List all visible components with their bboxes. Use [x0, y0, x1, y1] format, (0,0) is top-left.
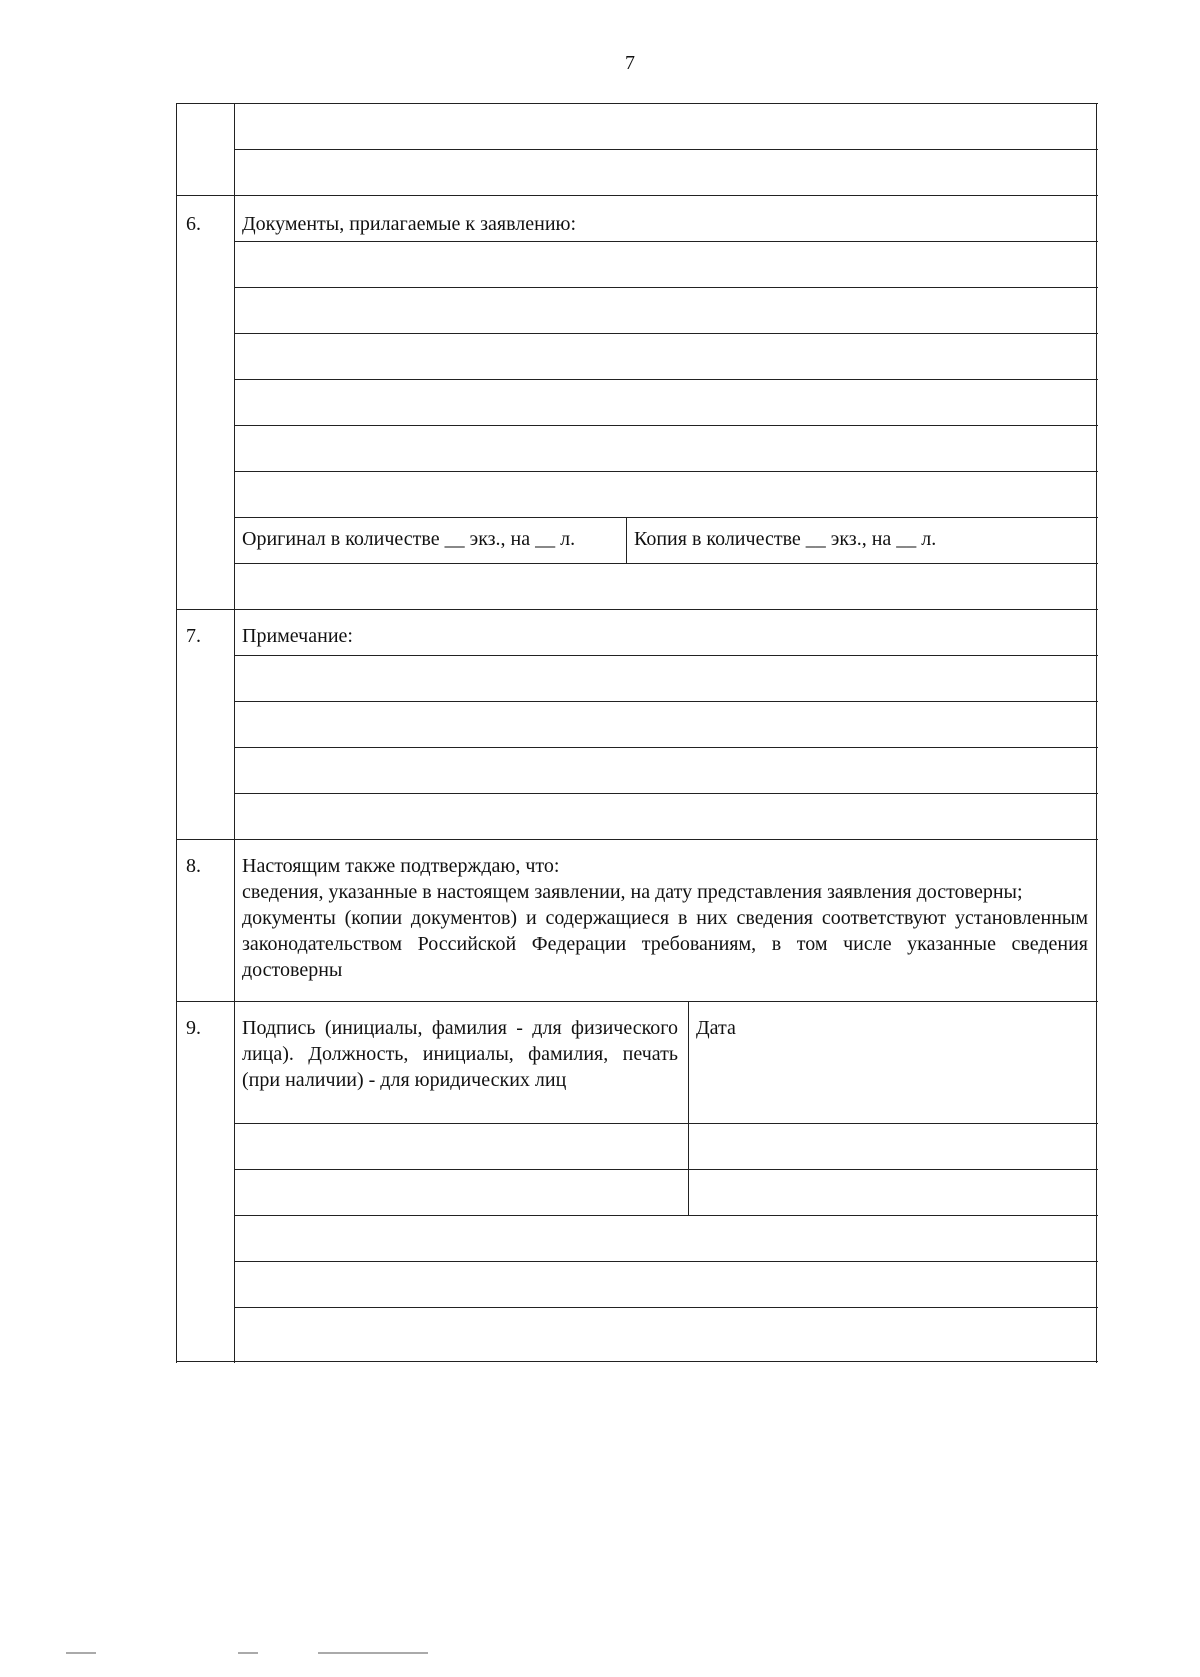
table-border-right: [1096, 103, 1097, 1363]
row-divider: [234, 241, 1098, 242]
row-divider: [234, 379, 1098, 380]
scan-artifact: [66, 1652, 96, 1654]
row-divider: [234, 471, 1098, 472]
section-8-number: 8.: [186, 855, 201, 877]
signature-date-divider: [688, 1001, 689, 1215]
row-divider: [234, 1261, 1098, 1262]
section-7-title: Примечание:: [242, 625, 353, 647]
table-top-border: [176, 103, 1098, 104]
section-8-text: [242, 853, 1088, 983]
row-divider: [234, 563, 1098, 564]
row-divider: [234, 517, 1098, 518]
signature-label: Подпись (инициалы, фамилия - для физического лица). Должность, инициалы, фамилия, печать (при наличии) - для юридических лиц: [242, 1017, 678, 1091]
section-6-title: Документы, прилагаемые к заявлению:: [242, 213, 577, 235]
confirmation-item-1: сведения, указанные в настоящем заявлении, на дату представления заявления достоверны;: [242, 881, 1023, 903]
scan-artifact: [318, 1652, 428, 1654]
row-divider: [234, 655, 1098, 656]
section-7-number: 7.: [186, 625, 201, 647]
row-divider: [234, 425, 1098, 426]
row-divider: [234, 747, 1098, 748]
row-divider: [234, 1215, 1098, 1216]
original-count-label: Оригинал в количестве __ экз., на __ л.: [242, 528, 576, 550]
scan-artifact: [238, 1652, 258, 1654]
row-divider: [234, 1123, 1098, 1124]
confirmation-intro: Настоящим также подтверждаю, что:: [242, 855, 560, 877]
row-divider: [234, 149, 1098, 150]
table-bottom-border: [176, 1361, 1098, 1362]
copy-count-label: Копия в количестве __ экз., на __ л.: [634, 528, 937, 550]
row-divider: [234, 333, 1098, 334]
row-divider: [234, 793, 1098, 794]
row-divider: [234, 701, 1098, 702]
number-column-divider: [234, 103, 235, 1363]
row-divider: [234, 1169, 1098, 1170]
confirmation-item-2: документы (копии документов) и содержащиеся в них сведения соответствуют установленным законодательством Российской Федерации требованиям, в том числе указанные сведения достоверны: [242, 907, 1088, 981]
section-divider: [176, 839, 1098, 840]
section-divider: [176, 195, 1098, 196]
section-divider: [176, 609, 1098, 610]
section-9-number: 9.: [186, 1017, 201, 1039]
row-divider: [234, 1307, 1098, 1308]
application-form-table: [176, 103, 1098, 1363]
table-border-left: [176, 103, 177, 1363]
page-number: 7: [625, 52, 635, 74]
row-divider: [234, 287, 1098, 288]
section-6-number: 6.: [186, 213, 201, 235]
date-label: Дата: [696, 1017, 736, 1039]
original-copy-divider: [626, 517, 627, 563]
section-divider: [176, 1001, 1098, 1002]
